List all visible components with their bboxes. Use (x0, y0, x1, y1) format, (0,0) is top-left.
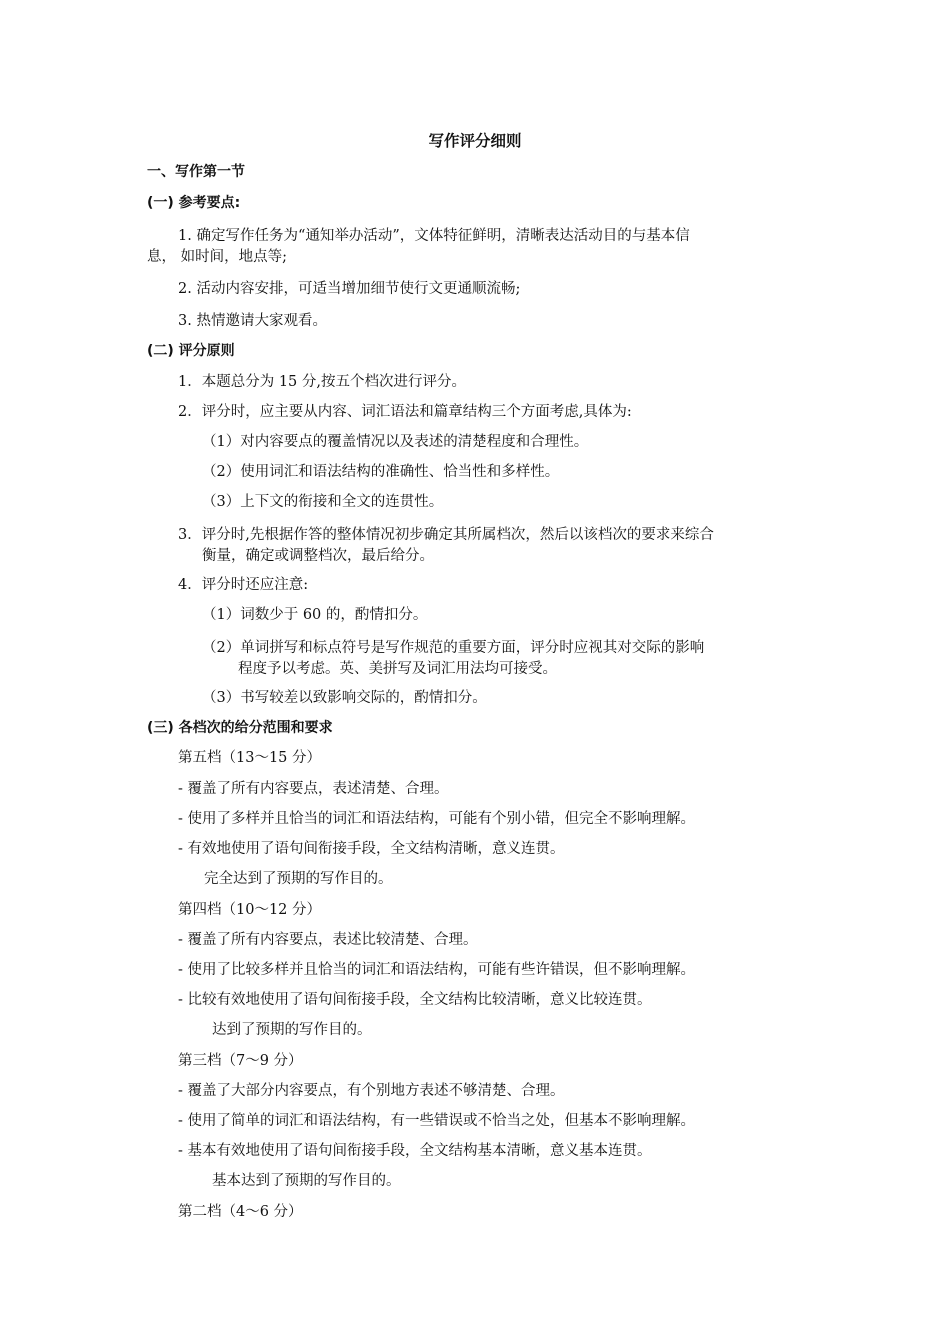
subsection-heading-key-points: (一) 参考要点: (147, 195, 241, 211)
grade-4-summary: 达到了预期的写作目的。 (212, 1022, 372, 1038)
principle-2-item-3: （3）上下文的衔接和全文的连贯性。 (202, 494, 444, 510)
subsection-heading-grades: (三) 各档次的给分范围和要求 (147, 720, 333, 736)
subsection-heading-principles: (二) 评分原则 (147, 343, 235, 359)
grade-3-item-3: - 基本有效地使用了语句间衔接手段，全文结构基本清晰，意义基本连贯。 (178, 1143, 652, 1159)
principle-2-item-1: （1）对内容要点的覆盖情况以及表述的清楚程度和合理性。 (202, 434, 589, 450)
grade-2-label: 第二档（4～6 分） (178, 1204, 303, 1220)
grade-5-item-3: - 有效地使用了语句间衔接手段，全文结构清晰，意义连贯。 (178, 841, 565, 857)
principle-4-item-1: （1）词数少于 60 的，酌情扣分。 (202, 607, 428, 623)
grade-5-item-2: - 使用了多样并且恰当的词汇和语法结构，可能有个别小错，但完全不影响理解。 (178, 811, 696, 827)
grade-3-item-2: - 使用了简单的词汇和语法结构，有一些错误或不恰当之处，但基本不影响理解。 (178, 1113, 696, 1129)
principle-3: 3．评分时,先根据作答的整体情况初步确定其所属档次，然后以该档次的要求来综合 (178, 527, 714, 543)
principle-4: 4．评分时还应注意: (178, 577, 309, 593)
principle-2-item-2: （2）使用词汇和语法结构的准确性、恰当性和多样性。 (202, 464, 560, 480)
principle-4-item-2-cont: 程度予以考虑。英、美拼写及词汇用法均可接受。 (238, 661, 557, 677)
key-point-2: 2. 活动内容安排，可适当增加细节使行文更通顺流畅; (178, 281, 521, 297)
principle-2: 2．评分时，应主要从内容、词汇语法和篇章结构三个方面考虑,具体为: (178, 404, 632, 420)
principle-1: 1．本题总分为 15 分,按五个档次进行评分。 (178, 374, 467, 390)
grade-5-summary: 完全达到了预期的写作目的。 (204, 871, 393, 887)
document-title: 写作评分细则 (428, 132, 522, 150)
grade-4-item-2: - 使用了比较多样并且恰当的词汇和语法结构，可能有些许错误，但不影响理解。 (178, 962, 696, 978)
grade-4-label: 第四档（10～12 分） (178, 902, 322, 918)
grade-3-summary: 基本达到了预期的写作目的。 (212, 1173, 401, 1189)
grade-4-item-1: - 覆盖了所有内容要点，表述比较清楚、合理。 (178, 932, 478, 948)
key-point-1-cont: 息， 如时间，地点等; (147, 249, 287, 265)
principle-4-item-3: （3）书写较差以致影响交际的，酌情扣分。 (202, 690, 487, 706)
key-point-1: 1. 确定写作任务为“通知举办活动”，文体特征鲜明，清晰表达活动目的与基本信 (178, 228, 690, 244)
grade-3-item-1: - 覆盖了大部分内容要点，有个别地方表述不够清楚、合理。 (178, 1083, 565, 1099)
grade-5-label: 第五档（13～15 分） (178, 750, 322, 766)
grade-4-item-3: - 比较有效地使用了语句间衔接手段，全文结构比较清晰，意义比较连贯。 (178, 992, 652, 1008)
grade-5-item-1: - 覆盖了所有内容要点，表述清楚、合理。 (178, 781, 449, 797)
principle-3-cont: 衡量，确定或调整档次，最后给分。 (202, 548, 434, 564)
key-point-3: 3. 热情邀请大家观看。 (178, 313, 327, 329)
grade-3-label: 第三档（7～9 分） (178, 1053, 303, 1069)
section-heading-1: 一、写作第一节 (147, 164, 245, 180)
principle-4-item-2: （2）单词拼写和标点符号是写作规范的重要方面，评分时应视其对交际的影响 (202, 640, 705, 656)
